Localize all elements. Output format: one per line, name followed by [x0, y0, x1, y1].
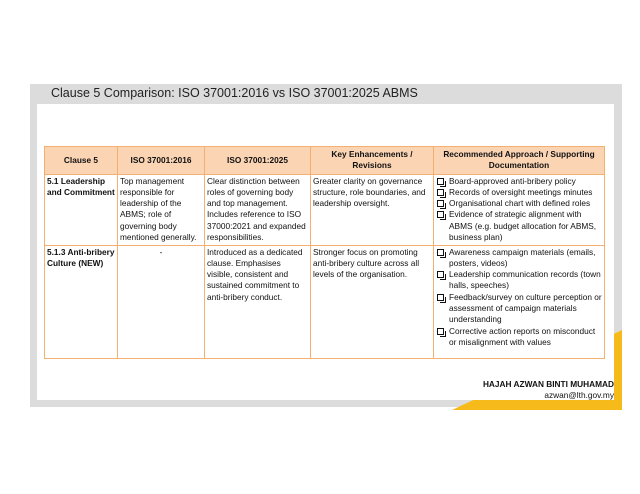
- cell-enhancements: Greater clarity on governance structure, role boundaries, and leadership oversight.: [311, 174, 434, 245]
- header-approach: Recommended Approach / Supporting Documentation: [434, 147, 605, 175]
- cell-clause: 5.1 Leadership and Commitment: [45, 174, 118, 245]
- list-item: [436, 176, 602, 187]
- checkbox-bullet-icon: [437, 189, 444, 196]
- list-item-text: Corrective action reports on misconduct or misalignment with values: [449, 325, 596, 347]
- cell-iso-2025: Introduced as a dedicated clause. Emphasises visible, consistent and sustained commitment to anti-bribery conduct.: [205, 245, 311, 358]
- list-item-text: Feedback/survey on culture perception or assessment of campaign materials understanding: [449, 291, 602, 325]
- cell-approach: [434, 245, 605, 358]
- checkbox-bullet-icon: [437, 178, 444, 185]
- list-item-text: Organisational chart with defined roles: [449, 198, 591, 209]
- list-item: [436, 247, 602, 270]
- list-item: [436, 198, 602, 209]
- table-row: [45, 245, 605, 358]
- approach-list: [436, 176, 602, 244]
- table-header-row: [45, 147, 605, 175]
- checkbox-bullet-icon: [437, 200, 444, 207]
- checkbox-bullet-icon: [437, 328, 444, 335]
- author-block: [483, 379, 614, 401]
- cell-approach: [434, 174, 605, 245]
- list-item: [436, 292, 602, 326]
- cell-iso-2025: Clear distinction between roles of governing body and top management. Includes reference to ISO 37000:2021 and expanded responsibilities.: [205, 174, 311, 245]
- checkbox-bullet-icon: [437, 294, 444, 301]
- list-item-text: Leadership communication records (town halls, speeches): [449, 269, 601, 291]
- list-item: [436, 326, 602, 349]
- header-clause: Clause 5: [45, 147, 118, 175]
- cell-enhancements: Stronger focus on promoting anti-bribery culture across all levels of the organisation.: [311, 245, 434, 358]
- cell-iso-2016: -: [118, 245, 205, 358]
- header-iso-2016: ISO 37001:2016: [118, 147, 205, 175]
- slide-title: Clause 5 Comparison: ISO 37001:2016 vs ISO 37001:2025 ABMS: [51, 86, 418, 100]
- list-item-text: Records of oversight meetings minutes: [449, 186, 593, 197]
- table-row: [45, 174, 605, 245]
- author-name: HAJAH AZWAN BINTI MUHAMAD: [482, 379, 614, 389]
- header-enhancements: Key Enhancements / Revisions: [311, 147, 434, 175]
- list-item: [436, 269, 602, 292]
- approach-list: [436, 247, 602, 349]
- list-item-text: Awareness campaign materials (emails, posters, videos): [449, 246, 596, 268]
- cell-iso-2016: Top management responsible for leadership of the ABMS; role of governing body mentioned generally.: [118, 174, 205, 245]
- comparison-table: [44, 146, 605, 359]
- checkbox-bullet-icon: [437, 249, 444, 256]
- cell-clause: 5.1.3 Anti-bribery Culture (NEW): [45, 245, 118, 358]
- list-item-text: Board-approved anti-bribery policy: [449, 175, 576, 186]
- checkbox-bullet-icon: [437, 211, 444, 218]
- list-item: [436, 187, 602, 198]
- list-item-text: Evidence of strategic alignment with ABMS (e.g. budget allocation for ABMS, business plan): [449, 209, 597, 243]
- author-email: azwan@lth.gov.my: [544, 390, 614, 400]
- header-iso-2025: ISO 37001:2025: [205, 147, 311, 175]
- checkbox-bullet-icon: [437, 271, 444, 278]
- list-item: [436, 209, 602, 243]
